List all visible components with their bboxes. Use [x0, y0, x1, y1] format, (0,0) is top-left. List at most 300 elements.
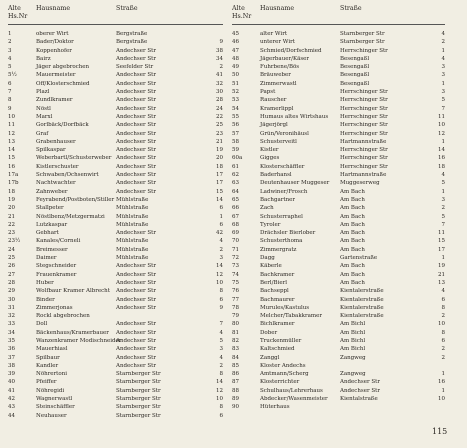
house-name: Dagg [260, 255, 275, 262]
street-name: Andechser Str [116, 147, 156, 154]
street-name: Bergstraße [116, 39, 148, 46]
house-number-old: 59 [232, 147, 239, 154]
house-number-old: 23½ [8, 238, 21, 245]
house-number: 4 [441, 55, 445, 62]
house-name: Nöstl [36, 105, 51, 112]
house-number: 6 [219, 221, 223, 228]
house-number: 28 [216, 97, 223, 104]
house-number-old: 62 [232, 172, 239, 179]
house-number: 12 [216, 271, 223, 278]
house-name: Bäckenhaus/Kramerbauer [36, 329, 109, 336]
house-number-old: 31 [8, 304, 15, 311]
house-name: Feyrabend/Postboten/Stiller [36, 196, 115, 203]
house-number: 2 [219, 246, 223, 253]
house-name: Nachtwachter [36, 180, 76, 187]
house-name: Mauermeister [36, 72, 76, 79]
house-number: 19 [438, 263, 445, 270]
house-name: Jäger abgebrochen [36, 64, 90, 71]
table-row [8, 30, 223, 38]
table-row [8, 304, 223, 312]
house-name: Breimesser [36, 246, 68, 253]
table-row [8, 395, 223, 403]
house-number: 14 [438, 147, 445, 154]
street-name: Mühlstraße [116, 255, 149, 262]
house-number: 16 [438, 155, 445, 162]
house-number: 14 [216, 263, 223, 270]
house-number: 1 [441, 255, 445, 262]
house-number: 17 [216, 180, 223, 187]
street-name: Andechser Str [116, 113, 156, 120]
table-row [8, 254, 223, 262]
table-row [8, 163, 223, 171]
house-number-old: 46 [232, 39, 239, 46]
table-row [8, 71, 223, 79]
house-name: Weberbartl/Schusterweber [36, 155, 112, 162]
street-name: Andechser Str [116, 155, 156, 162]
house-number-old: 3 [8, 47, 12, 54]
table-row [232, 71, 445, 79]
house-number-old: 52 [232, 89, 239, 96]
house-number: 21 [438, 271, 445, 278]
street-name: Andechser Str [116, 321, 156, 328]
house-name: Zach [260, 205, 274, 212]
table-row [8, 154, 223, 162]
street-name: Am Bach [340, 279, 365, 286]
house-number-old: 10 [8, 113, 15, 120]
street-name: Andechser Str [116, 138, 156, 145]
table-row [232, 55, 445, 63]
house-name: Spilkaspar [36, 147, 66, 154]
table-row [8, 246, 223, 254]
street-name: Am Bach [340, 221, 365, 228]
table-row [232, 271, 445, 279]
house-name: Melcher/Tabakkramer [260, 313, 322, 320]
street-name: Andechser Str [116, 89, 156, 96]
house-name: Stallpeter [36, 205, 64, 212]
house-number-old: 35 [8, 337, 15, 344]
house-number-old: 68 [232, 221, 239, 228]
house-name: Wanzenkramer Modischneider [36, 337, 122, 344]
table-row [232, 296, 445, 304]
street-name: Andechser Str [340, 379, 380, 386]
house-name: Graf [36, 130, 49, 137]
street-name: Am Bach [340, 230, 365, 237]
house-number-old: 73 [232, 263, 239, 270]
house-number-old: 22 [8, 221, 15, 228]
house-number: 7 [219, 321, 223, 328]
street-name: Starnberger Str [116, 412, 161, 419]
house-number: 10 [216, 279, 223, 286]
house-number-old: 84 [232, 354, 239, 361]
street-name: Andechser Str [340, 387, 380, 394]
table-row [8, 412, 223, 420]
house-name: Klosterschäffler [260, 163, 305, 170]
table-row [8, 337, 223, 345]
table-row [8, 287, 223, 295]
table-row [232, 354, 445, 362]
table-row [232, 213, 445, 221]
house-number-old: 41 [8, 387, 15, 394]
table-row [232, 229, 445, 237]
house-number: 1 [441, 80, 445, 87]
house-number-old: 36 [8, 346, 15, 353]
house-number-old: 50 [232, 72, 239, 79]
table-row [232, 96, 445, 104]
street-name: Herrschinger Str [340, 163, 388, 170]
house-number-old: 17a [8, 172, 19, 179]
house-number-old: 42 [8, 396, 15, 403]
street-name: Herrschinger Str [340, 147, 388, 154]
house-number: 6 [219, 296, 223, 303]
house-number-old: 12 [8, 130, 15, 137]
house-number-old: 54 [232, 105, 239, 112]
house-name: Gigges [260, 155, 280, 162]
table-row [8, 146, 223, 154]
house-name: Steinschäffler [36, 404, 75, 411]
house-name: Bachmaurer [260, 296, 295, 303]
street-name: Andechser Str [116, 55, 156, 62]
house-number: 3 [219, 255, 223, 262]
street-name: Am Bichl [340, 346, 366, 353]
house-number-old: 6 [8, 80, 12, 87]
house-name: Bairz [36, 55, 51, 62]
house-name: Baderhansl [260, 172, 292, 179]
house-number: 4 [441, 172, 445, 179]
house-number: 11 [438, 113, 445, 120]
street-name: Andechser Str [116, 271, 156, 278]
table-row [8, 262, 223, 270]
house-name: Rauscher [260, 97, 287, 104]
house-number: 30 [216, 89, 223, 96]
house-number-old: 7 [8, 89, 12, 96]
table-row [8, 403, 223, 411]
house-number: 2 [441, 205, 445, 212]
house-number: 1 [219, 213, 223, 220]
house-name: Kanales/Corneli [36, 238, 81, 245]
house-name: Pfeiffer [36, 379, 57, 386]
table-row [8, 196, 223, 204]
house-number: 1 [441, 188, 445, 195]
table-row [8, 345, 223, 353]
house-number-old: 2 [8, 39, 12, 46]
house-number: 15 [216, 188, 223, 195]
house-number: 5 [441, 180, 445, 187]
house-name: Ladwiner/Frosch [260, 188, 308, 195]
house-number: 22 [216, 113, 223, 120]
house-name: Kloster Andechs [260, 362, 306, 369]
table-row [232, 287, 445, 295]
table-row [232, 121, 445, 129]
house-number-old: 79 [232, 313, 239, 320]
house-name: Kaltschmied [260, 346, 295, 353]
house-name: Jägerjörgl [260, 122, 288, 129]
street-name: Am Bach [340, 238, 365, 245]
table-row [8, 312, 223, 320]
house-name: Kramerlippl [260, 105, 294, 112]
house-name: Wagnerwastl [36, 396, 73, 403]
street-name: Andechser Str [116, 304, 156, 311]
table-row [8, 229, 223, 237]
house-number-old: 72 [232, 255, 239, 262]
house-number-old: 89 [232, 396, 239, 403]
house-name: Binder [36, 296, 55, 303]
house-name: Off/Klosterschmied [36, 80, 90, 87]
house-number: 16 [438, 379, 445, 386]
house-number-old: 90 [232, 404, 239, 411]
house-name: Gebhart [36, 230, 59, 237]
house-name: Zahnweber [36, 188, 68, 195]
table-row [232, 163, 445, 171]
table-row [232, 304, 445, 312]
house-number-old: 27 [8, 271, 15, 278]
table-row [232, 204, 445, 212]
street-name: Andechser Str [116, 122, 156, 129]
header-rule [232, 24, 445, 25]
street-name: Muggeserweg [340, 180, 380, 187]
street-name: Starnberger Str [116, 379, 161, 386]
house-number-old: 26 [8, 263, 15, 270]
right-rows [232, 30, 445, 412]
street-name: Am Bach [340, 188, 365, 195]
street-name: Am Bichl [340, 321, 366, 328]
house-number: 6 [441, 296, 445, 303]
left-table [8, 4, 223, 419]
house-number-old: 80 [232, 321, 239, 328]
house-number-old: 28 [8, 279, 15, 286]
table-row [8, 179, 223, 187]
house-number-old: 77 [232, 296, 239, 303]
table-row [232, 320, 445, 328]
house-number: 5 [441, 97, 445, 104]
house-number-old: 5 [8, 64, 12, 71]
house-number-old: 20 [8, 205, 15, 212]
street-name: Am Bach [340, 263, 365, 270]
house-number: 19 [216, 147, 223, 154]
table-row [8, 47, 223, 55]
table-row [232, 387, 445, 395]
street-name: Andechser Str [116, 346, 156, 353]
house-name: Spilbaur [36, 354, 60, 361]
table-row [232, 130, 445, 138]
house-name: Rockl abgebrochen [36, 313, 90, 320]
house-number-old: 43 [8, 404, 15, 411]
house-number: 6 [219, 205, 223, 212]
house-number: 14 [216, 379, 223, 386]
street-name: Am Bach [340, 246, 365, 253]
house-name: Zimmerwastl [260, 80, 297, 87]
table-row [8, 171, 223, 179]
house-number-old: 21 [8, 213, 15, 220]
table-row [8, 55, 223, 63]
house-name: Stegschneider [36, 263, 77, 270]
house-name: Humaus altes Wirtshaus [260, 113, 329, 120]
house-name: Dober [260, 329, 278, 336]
house-number: 10 [216, 396, 223, 403]
table-row [232, 105, 445, 113]
house-number-old: 25 [8, 255, 15, 262]
house-number-old: 9 [8, 105, 12, 112]
house-name: Neuhauser [36, 412, 67, 419]
table-row [8, 121, 223, 129]
street-name: Zangweg [340, 354, 366, 361]
street-name: Andechser Str [116, 288, 156, 295]
house-name: Nöhregidi [36, 387, 65, 394]
house-number: 2 [441, 354, 445, 361]
table-row [232, 246, 445, 254]
house-number: 15 [438, 238, 445, 245]
table-row [8, 96, 223, 104]
header-hausname: Hausname [36, 5, 71, 12]
house-number: 8 [219, 288, 223, 295]
house-number-old: 18 [8, 188, 15, 195]
table-row [8, 279, 223, 287]
house-number-old: 60a [232, 155, 243, 162]
house-name: Murules/Kastulus [260, 304, 310, 311]
house-number-old: 4 [8, 55, 12, 62]
house-number: 12 [216, 387, 223, 394]
house-name: Grabenhauser [36, 138, 76, 145]
house-number: 3 [441, 196, 445, 203]
house-name: Berl/Bierl [260, 279, 287, 286]
house-name: Kandler [36, 362, 59, 369]
house-number: 1 [441, 47, 445, 54]
house-name: Drächsler Bierlober [260, 230, 316, 237]
house-number: 3 [441, 64, 445, 71]
street-name: Herrschinger Str [340, 155, 388, 162]
street-name: Andechser Str [116, 354, 156, 361]
house-number-old: 19 [8, 196, 15, 203]
street-name: Mühlstraße [116, 205, 149, 212]
house-number-old: 13 [8, 138, 15, 145]
house-number-old: 11 [8, 122, 15, 129]
house-number: 12 [438, 130, 445, 137]
house-number: 17 [216, 172, 223, 179]
table-row [232, 395, 445, 403]
house-name: Schusterthoma [260, 238, 303, 245]
house-name: Schmied/Dorfschmied [260, 47, 322, 54]
house-name: Bräuweber [260, 72, 291, 79]
house-number-old: 70 [232, 238, 239, 245]
street-name: Kientalerstraße [340, 288, 384, 295]
street-name: Andechser Str [116, 180, 156, 187]
street-name: Zangweg [340, 371, 366, 378]
house-number: 2 [219, 64, 223, 71]
house-name: Truckenmüller [260, 337, 302, 344]
street-name: Andechser Str [116, 337, 156, 344]
table-row [8, 38, 223, 46]
page-number: 115 [432, 427, 448, 436]
header-strasse: Straße [116, 5, 138, 12]
street-name: Andechser Str [116, 130, 156, 137]
street-name: Kientalerstraße [340, 304, 384, 311]
house-name: Schusterraphel [260, 213, 303, 220]
table-row [232, 337, 445, 345]
house-number: 17 [438, 246, 445, 253]
house-number: 9 [219, 39, 223, 46]
table-row [232, 63, 445, 71]
house-number-old: 57 [232, 130, 239, 137]
house-number-old: 58 [232, 138, 239, 145]
table-row [8, 271, 223, 279]
table-row [8, 237, 223, 245]
house-number: 2 [219, 362, 223, 369]
house-number: 10 [438, 396, 445, 403]
house-number-old: 53 [232, 97, 239, 104]
street-name: Starnberger Str [116, 396, 161, 403]
table-row [232, 47, 445, 55]
table-row [232, 88, 445, 96]
house-number: 14 [216, 196, 223, 203]
house-number: 4 [441, 288, 445, 295]
house-number: 24 [216, 105, 223, 112]
house-number-old: 23 [8, 230, 15, 237]
table-row [232, 138, 445, 146]
table-row [232, 254, 445, 262]
house-number-old: 56 [232, 122, 239, 129]
house-number-old: 78 [232, 304, 239, 311]
house-number: 25 [216, 122, 223, 129]
house-number-old: 37 [8, 354, 15, 361]
house-number-old: 17b [8, 180, 19, 187]
table-row [8, 320, 223, 328]
house-name: Kistlerschuster [36, 163, 79, 170]
street-name: Herrschinger Str [340, 122, 388, 129]
house-name: Doll [36, 321, 48, 328]
table-row [232, 146, 445, 154]
street-name: Herrschinger Str [340, 113, 388, 120]
house-number-old: 65 [232, 196, 239, 203]
header-alte: Alte [8, 5, 21, 12]
table-row [8, 354, 223, 362]
house-name: Zimmergratz [260, 246, 297, 253]
house-name: Amtmann/Scherg [260, 371, 309, 378]
house-number: 42 [216, 230, 223, 237]
house-name: Daimer [36, 255, 57, 262]
house-name: Bichlkramer [260, 321, 295, 328]
street-name: Starnberger Str [340, 31, 385, 37]
house-name: Lutzkaspar [36, 221, 68, 228]
house-number-old: 71 [232, 246, 239, 253]
table-row [232, 378, 445, 386]
house-name: Koppenhofer [36, 47, 72, 54]
house-number: 2 [441, 39, 445, 46]
street-name: Hartmannstraße [340, 172, 387, 179]
table-row [232, 362, 445, 370]
house-number: 23 [216, 130, 223, 137]
house-number-old: 1 [8, 31, 12, 37]
house-name: Huber [36, 279, 54, 286]
street-name: Besengaßl [340, 55, 370, 62]
street-name: Andechser Str [116, 230, 156, 237]
street-name: Mühlstraße [116, 238, 149, 245]
house-number-old: 76 [232, 288, 239, 295]
table-row [232, 403, 445, 411]
house-name: Schulhaus/Lehrerhaus [260, 387, 323, 394]
house-number-old: 38 [8, 362, 15, 369]
house-number-old: 16 [8, 163, 15, 170]
house-number: 11 [438, 230, 445, 237]
table-row [232, 279, 445, 287]
street-name: Herrschinger Str [340, 89, 388, 96]
house-number: 1 [441, 138, 445, 145]
street-name: Kientalerstraße [340, 313, 384, 320]
table-row [8, 362, 223, 370]
house-name: Jägerbauer/Käser [260, 55, 310, 62]
house-number: 34 [216, 55, 223, 62]
house-number-old: 5½ [8, 72, 17, 79]
street-name: Herrschinger Str [340, 105, 388, 112]
street-name: Am Bach [340, 271, 365, 278]
